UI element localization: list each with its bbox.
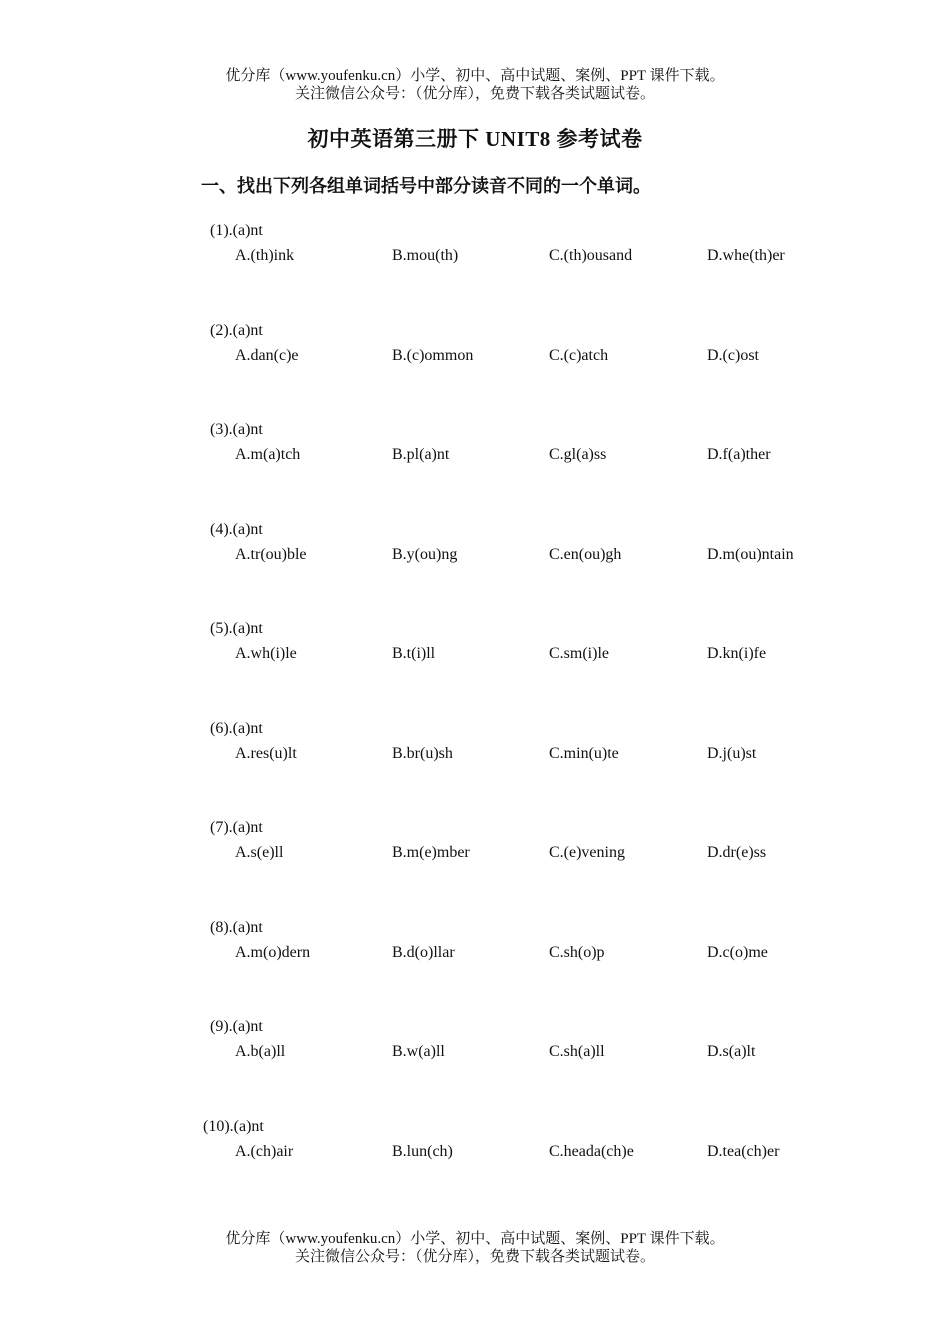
- option-b: B.w(a)ll: [392, 1043, 445, 1060]
- option-a: A.s(e)ll: [235, 844, 284, 861]
- option-c: C.(th)ousand: [549, 247, 633, 264]
- option-a: A.dan(c)e: [235, 347, 299, 364]
- page-footer: [0, 1230, 950, 1266]
- option-c: C.(e)vening: [549, 844, 625, 861]
- question-item: [0, 322, 950, 382]
- option-b: B.t(i)ll: [392, 645, 436, 662]
- option-c: C.sh(a)ll: [549, 1043, 605, 1060]
- question-number: (2).(a)nt: [210, 322, 263, 339]
- option-c: C.sm(i)le: [549, 645, 609, 662]
- option-b: B.br(u)sh: [392, 745, 453, 762]
- question-item: [0, 1118, 950, 1178]
- header-line-2: 关注微信公众号：（优分库），免费下载各类试题试卷。: [294, 86, 655, 102]
- footer-line-1: 优分库（www.youfenku.cn）小学、初中、高中试题、案例、PPT 课件下载。: [225, 1231, 725, 1247]
- question-item: [0, 1018, 950, 1078]
- option-b: B.y(ou)ng: [392, 546, 458, 563]
- question-number: (8).(a)nt: [210, 919, 263, 936]
- footer-line-2: 关注微信公众号：（优分库），免费下载各类试题试卷。: [294, 1249, 655, 1265]
- question-number: (6).(a)nt: [210, 720, 263, 737]
- option-d: D.kn(i)fe: [707, 645, 767, 662]
- question-item: [0, 421, 950, 481]
- question-item: [0, 720, 950, 780]
- option-d: D.m(ou)ntain: [707, 546, 794, 563]
- option-c: C.min(u)te: [549, 745, 619, 762]
- option-b: B.mou(th): [392, 247, 459, 264]
- question-number: (7).(a)nt: [210, 819, 263, 836]
- header-line-1: 优分库（www.youfenku.cn）小学、初中、高中试题、案例、PPT 课件下载。: [225, 68, 725, 84]
- question-number: (5).(a)nt: [210, 620, 263, 637]
- option-c: C.heada(ch)e: [549, 1143, 634, 1160]
- option-a: A.wh(i)le: [235, 645, 297, 662]
- option-d: D.tea(ch)er: [707, 1143, 780, 1160]
- option-c: C.en(ou)gh: [549, 546, 622, 563]
- option-d: D.dr(e)ss: [707, 844, 767, 861]
- option-a: A.m(a)tch: [235, 446, 301, 463]
- section-heading: 一、找出下列各组单词括号中部分读音不同的一个单词。: [201, 176, 651, 196]
- option-a: A.(ch)air: [235, 1143, 294, 1160]
- option-d: D.c(o)me: [707, 944, 768, 961]
- question-number: (4).(a)nt: [210, 521, 263, 538]
- question-item: [0, 521, 950, 581]
- option-d: D.(c)ost: [707, 347, 759, 364]
- question-item: [0, 819, 950, 879]
- question-number: (1).(a)nt: [210, 222, 263, 239]
- option-c: C.sh(o)p: [549, 944, 605, 961]
- option-d: D.whe(th)er: [707, 247, 785, 264]
- option-d: D.s(a)lt: [707, 1043, 756, 1060]
- question-number: (10).(a)nt: [203, 1118, 264, 1135]
- question-number: (9).(a)nt: [210, 1018, 263, 1035]
- option-d: D.f(a)ther: [707, 446, 771, 463]
- option-b: B.m(e)mber: [392, 844, 470, 861]
- question-item: [0, 919, 950, 979]
- option-b: B.d(o)llar: [392, 944, 455, 961]
- option-d: D.j(u)st: [707, 745, 757, 762]
- option-b: B.pl(a)nt: [392, 446, 450, 463]
- option-c: C.(c)atch: [549, 347, 609, 364]
- option-c: C.gl(a)ss: [549, 446, 607, 463]
- option-a: A.res(u)lt: [235, 745, 297, 762]
- option-b: B.(c)ommon: [392, 347, 474, 364]
- option-b: B.lun(ch): [392, 1143, 453, 1160]
- question-item: [0, 222, 950, 282]
- option-a: A.(th)ink: [235, 247, 295, 264]
- option-a: A.tr(ou)ble: [235, 546, 307, 563]
- page-header: [0, 67, 950, 103]
- question-number: (3).(a)nt: [210, 421, 263, 438]
- question-item: [0, 620, 950, 680]
- option-a: A.m(o)dern: [235, 944, 311, 961]
- option-a: A.b(a)ll: [235, 1043, 286, 1060]
- page-title: 初中英语第三册下 UNIT8 参考试卷: [307, 127, 643, 151]
